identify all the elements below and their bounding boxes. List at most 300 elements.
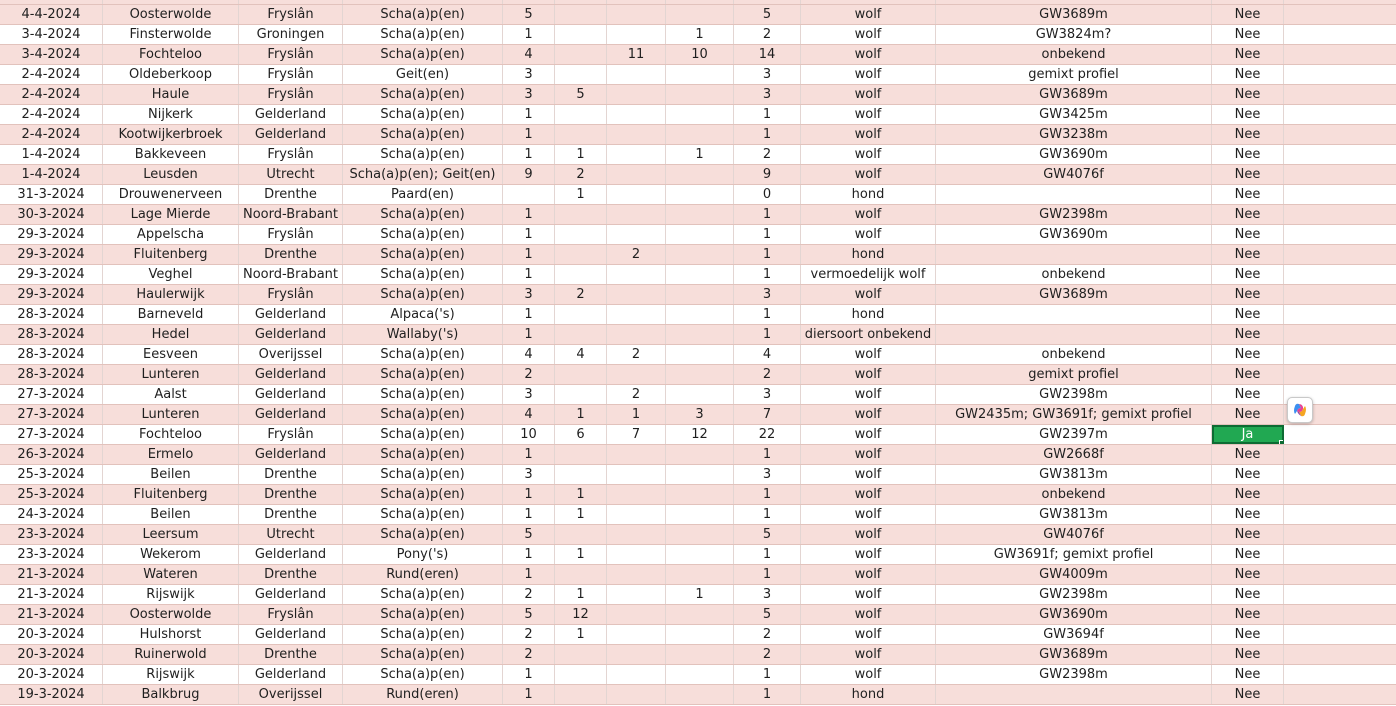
table-cell[interactable]: wolf (801, 525, 936, 544)
table-cell[interactable] (1284, 185, 1396, 204)
table-cell[interactable]: Leusden (103, 165, 239, 184)
table-cell[interactable]: Nijkerk (103, 105, 239, 124)
table-cell[interactable]: Rijswijk (103, 585, 239, 604)
table-cell[interactable] (1284, 665, 1396, 684)
table-cell[interactable]: Nee (1212, 85, 1284, 104)
table-cell[interactable]: 1 (734, 265, 801, 284)
table-cell[interactable]: 21-3-2024 (0, 565, 103, 584)
table-cell[interactable]: Fluitenberg (103, 245, 239, 264)
table-cell[interactable]: 9 (503, 165, 555, 184)
table-cell[interactable]: Fluitenberg (103, 485, 239, 504)
table-cell[interactable] (503, 185, 555, 204)
table-cell[interactable]: wolf (801, 65, 936, 84)
table-cell[interactable]: onbekend (936, 345, 1212, 364)
table-cell[interactable]: 3 (666, 405, 734, 424)
table-cell[interactable]: wolf (801, 125, 936, 144)
table-cell[interactable]: wolf (801, 665, 936, 684)
table-cell[interactable]: Gelderland (239, 665, 343, 684)
table-cell[interactable]: Drenthe (239, 245, 343, 264)
table-cell[interactable]: Nee (1212, 565, 1284, 584)
table-cell[interactable]: 1 (734, 225, 801, 244)
table-cell[interactable] (555, 65, 607, 84)
table-cell[interactable] (666, 525, 734, 544)
table-cell[interactable] (1284, 605, 1396, 624)
table-cell[interactable]: Nee (1212, 245, 1284, 264)
table-cell[interactable]: 1 (734, 105, 801, 124)
table-cell[interactable]: Scha(a)p(en) (343, 665, 503, 684)
table-cell[interactable]: Utrecht (239, 525, 343, 544)
table-row[interactable] (0, 585, 1396, 605)
table-cell[interactable] (1284, 285, 1396, 304)
table-cell[interactable]: Scha(a)p(en) (343, 285, 503, 304)
table-cell[interactable]: 3-4-2024 (0, 25, 103, 44)
table-cell[interactable] (1284, 225, 1396, 244)
table-cell[interactable] (666, 565, 734, 584)
table-cell[interactable]: 10 (666, 45, 734, 64)
table-cell[interactable]: Nee (1212, 65, 1284, 84)
table-cell[interactable]: 21-3-2024 (0, 585, 103, 604)
table-cell[interactable]: 3 (734, 465, 801, 484)
table-cell[interactable]: wolf (801, 205, 936, 224)
table-cell[interactable]: Kootwijkerbroek (103, 125, 239, 144)
table-cell[interactable]: Rijswijk (103, 665, 239, 684)
table-cell[interactable]: Scha(a)p(en) (343, 405, 503, 424)
table-cell[interactable] (666, 445, 734, 464)
table-row[interactable] (0, 665, 1396, 685)
table-cell[interactable] (666, 225, 734, 244)
table-cell[interactable]: wolf (801, 585, 936, 604)
table-cell[interactable]: 2 (734, 145, 801, 164)
table-cell[interactable] (666, 345, 734, 364)
table-cell[interactable]: Fryslân (239, 85, 343, 104)
table-cell[interactable] (607, 285, 666, 304)
table-cell[interactable] (666, 85, 734, 104)
table-cell[interactable]: 1 (503, 205, 555, 224)
table-cell[interactable]: Scha(a)p(en) (343, 365, 503, 384)
table-cell[interactable]: wolf (801, 485, 936, 504)
table-row[interactable] (0, 285, 1396, 305)
table-cell[interactable] (666, 105, 734, 124)
table-cell[interactable]: 20-3-2024 (0, 645, 103, 664)
table-cell[interactable] (666, 685, 734, 704)
table-row[interactable] (0, 425, 1396, 445)
table-cell[interactable]: Nee (1212, 445, 1284, 464)
table-cell[interactable] (555, 445, 607, 464)
table-cell[interactable] (555, 645, 607, 664)
table-cell[interactable]: Scha(a)p(en) (343, 205, 503, 224)
table-cell[interactable]: 11 (607, 45, 666, 64)
table-cell[interactable]: 5 (503, 605, 555, 624)
table-cell[interactable]: Gelderland (239, 585, 343, 604)
table-cell[interactable]: Drenthe (239, 505, 343, 524)
table-cell[interactable]: GW2397m (936, 425, 1212, 444)
table-cell[interactable]: 3 (734, 585, 801, 604)
table-cell[interactable]: 22 (734, 425, 801, 444)
table-cell[interactable]: GW3690m (936, 225, 1212, 244)
table-cell[interactable]: 2 (607, 345, 666, 364)
table-cell[interactable] (1284, 5, 1396, 24)
table-cell[interactable]: Scha(a)p(en) (343, 465, 503, 484)
table-cell[interactable]: GW4009m (936, 565, 1212, 584)
table-cell[interactable]: GW2668f (936, 445, 1212, 464)
table-cell[interactable]: Eesveen (103, 345, 239, 364)
table-cell[interactable]: 21-3-2024 (0, 605, 103, 624)
table-cell[interactable]: 1 (503, 105, 555, 124)
table-cell[interactable]: wolf (801, 385, 936, 404)
table-cell[interactable] (607, 225, 666, 244)
table-cell[interactable] (607, 305, 666, 324)
table-cell[interactable]: 3 (734, 85, 801, 104)
table-row[interactable] (0, 125, 1396, 145)
table-cell[interactable]: GW2398m (936, 205, 1212, 224)
table-cell[interactable] (666, 645, 734, 664)
table-cell[interactable]: Veghel (103, 265, 239, 284)
table-cell[interactable]: wolf (801, 605, 936, 624)
table-cell[interactable]: 4 (734, 345, 801, 364)
table-cell[interactable] (1284, 165, 1396, 184)
table-cell[interactable]: Utrecht (239, 165, 343, 184)
table-cell[interactable]: GW3689m (936, 645, 1212, 664)
table-cell[interactable]: 2 (503, 365, 555, 384)
table-cell[interactable]: Beilen (103, 505, 239, 524)
table-cell[interactable]: Scha(a)p(en) (343, 525, 503, 544)
table-cell[interactable]: onbekend (936, 485, 1212, 504)
table-cell[interactable]: diersoort onbekend (801, 325, 936, 344)
table-cell[interactable] (1284, 425, 1396, 444)
table-cell[interactable]: Scha(a)p(en) (343, 605, 503, 624)
table-cell[interactable] (607, 465, 666, 484)
table-cell[interactable] (1284, 505, 1396, 524)
table-cell[interactable]: Groningen (239, 25, 343, 44)
table-cell[interactable]: 27-3-2024 (0, 425, 103, 444)
table-cell[interactable]: Nee (1212, 665, 1284, 684)
table-cell[interactable]: wolf (801, 345, 936, 364)
table-cell[interactable]: 1 (503, 565, 555, 584)
table-cell[interactable]: 27-3-2024 (0, 405, 103, 424)
table-cell[interactable]: 5 (734, 605, 801, 624)
table-cell[interactable]: Scha(a)p(en) (343, 385, 503, 404)
table-cell[interactable] (555, 385, 607, 404)
table-cell[interactable]: wolf (801, 645, 936, 664)
table-cell[interactable] (666, 665, 734, 684)
table-cell[interactable]: 1 (734, 445, 801, 464)
table-cell[interactable]: Nee (1212, 105, 1284, 124)
table-cell[interactable]: GW3824m? (936, 25, 1212, 44)
table-row[interactable] (0, 165, 1396, 185)
table-cell[interactable]: Hulshorst (103, 625, 239, 644)
table-cell[interactable]: 0 (734, 185, 801, 204)
table-cell[interactable]: 1 (555, 185, 607, 204)
table-cell[interactable] (936, 305, 1212, 324)
table-cell[interactable] (555, 465, 607, 484)
table-cell[interactable] (555, 225, 607, 244)
table-cell[interactable]: Paard(en) (343, 185, 503, 204)
table-cell[interactable] (607, 565, 666, 584)
table-cell[interactable]: Nee (1212, 345, 1284, 364)
table-cell[interactable]: Gelderland (239, 105, 343, 124)
table-cell[interactable]: 4 (503, 405, 555, 424)
table-cell[interactable] (666, 325, 734, 344)
table-cell[interactable] (607, 485, 666, 504)
table-cell[interactable]: Scha(a)p(en) (343, 145, 503, 164)
table-cell[interactable]: 1 (555, 145, 607, 164)
table-cell[interactable]: 29-3-2024 (0, 265, 103, 284)
table-cell[interactable]: 1 (503, 245, 555, 264)
table-cell[interactable]: 20-3-2024 (0, 665, 103, 684)
table-cell[interactable]: 2 (607, 245, 666, 264)
table-cell[interactable]: 1 (734, 505, 801, 524)
table-cell[interactable]: Fryslân (239, 65, 343, 84)
table-cell[interactable]: Nee (1212, 545, 1284, 564)
table-cell[interactable]: Nee (1212, 305, 1284, 324)
table-row[interactable] (0, 625, 1396, 645)
table-cell[interactable] (1284, 685, 1396, 704)
table-cell[interactable]: GW3689m (936, 85, 1212, 104)
table-cell[interactable]: 1 (503, 25, 555, 44)
table-cell[interactable] (1284, 25, 1396, 44)
table-cell[interactable] (607, 265, 666, 284)
table-cell[interactable] (1284, 445, 1396, 464)
table-cell[interactable]: Lunteren (103, 405, 239, 424)
table-cell[interactable]: 3 (734, 285, 801, 304)
table-cell[interactable]: Gelderland (239, 305, 343, 324)
table-cell[interactable]: 1 (734, 125, 801, 144)
table-cell[interactable] (607, 545, 666, 564)
table-row[interactable] (0, 225, 1396, 245)
table-cell[interactable]: 1 (734, 325, 801, 344)
table-cell[interactable]: wolf (801, 565, 936, 584)
table-cell[interactable]: 5 (555, 85, 607, 104)
table-cell[interactable]: Rund(eren) (343, 565, 503, 584)
table-cell[interactable] (555, 105, 607, 124)
table-cell[interactable]: wolf (801, 105, 936, 124)
table-cell[interactable]: 3 (503, 65, 555, 84)
table-row[interactable] (0, 345, 1396, 365)
table-cell[interactable]: Nee (1212, 625, 1284, 644)
table-cell[interactable]: Gelderland (239, 405, 343, 424)
table-cell[interactable] (666, 245, 734, 264)
table-cell[interactable] (666, 185, 734, 204)
table-cell[interactable]: 3 (503, 85, 555, 104)
table-cell[interactable]: 1 (503, 545, 555, 564)
table-cell[interactable]: Noord-Brabant (239, 205, 343, 224)
table-cell[interactable]: Wallaby('s) (343, 325, 503, 344)
table-cell[interactable]: Wekerom (103, 545, 239, 564)
table-cell[interactable]: Nee (1212, 25, 1284, 44)
table-cell[interactable]: 12 (555, 605, 607, 624)
table-cell[interactable] (607, 145, 666, 164)
table-cell[interactable]: 1 (734, 245, 801, 264)
table-cell[interactable]: Geit(en) (343, 65, 503, 84)
table-cell[interactable]: Nee (1212, 205, 1284, 224)
table-cell[interactable]: wolf (801, 285, 936, 304)
table-cell[interactable]: Scha(a)p(en) (343, 125, 503, 144)
table-cell[interactable]: Scha(a)p(en) (343, 265, 503, 284)
table-cell[interactable] (555, 365, 607, 384)
table-cell[interactable] (1284, 525, 1396, 544)
table-cell[interactable]: 1 (503, 125, 555, 144)
table-cell[interactable]: Nee (1212, 465, 1284, 484)
table-cell[interactable]: Scha(a)p(en); Geit(en) (343, 165, 503, 184)
table-cell[interactable] (607, 665, 666, 684)
table-cell[interactable] (607, 445, 666, 464)
table-row[interactable] (0, 545, 1396, 565)
table-cell[interactable]: GW3689m (936, 285, 1212, 304)
table-cell[interactable]: 20-3-2024 (0, 625, 103, 644)
table-cell[interactable] (1284, 645, 1396, 664)
table-cell[interactable] (607, 65, 666, 84)
table-cell[interactable]: 27-3-2024 (0, 385, 103, 404)
table-cell[interactable]: Fryslân (239, 285, 343, 304)
table-cell[interactable]: Fochteloo (103, 45, 239, 64)
table-cell[interactable] (936, 685, 1212, 704)
table-cell[interactable]: 23-3-2024 (0, 525, 103, 544)
table-cell[interactable]: Overijssel (239, 685, 343, 704)
table-cell[interactable] (1284, 625, 1396, 644)
table-cell[interactable]: 28-3-2024 (0, 365, 103, 384)
table-cell[interactable]: 1 (503, 485, 555, 504)
table-row[interactable] (0, 25, 1396, 45)
table-cell[interactable] (1284, 45, 1396, 64)
table-cell[interactable]: Scha(a)p(en) (343, 505, 503, 524)
table-cell[interactable]: 2 (734, 625, 801, 644)
table-cell[interactable]: Scha(a)p(en) (343, 45, 503, 64)
table-cell[interactable] (1284, 145, 1396, 164)
table-cell[interactable]: Scha(a)p(en) (343, 445, 503, 464)
table-cell[interactable]: vermoedelijk wolf (801, 265, 936, 284)
table-cell[interactable] (1284, 325, 1396, 344)
table-cell[interactable]: 3 (503, 385, 555, 404)
table-cell[interactable]: Nee (1212, 145, 1284, 164)
table-cell[interactable]: Nee (1212, 645, 1284, 664)
table-cell[interactable] (555, 565, 607, 584)
table-cell[interactable]: Nee (1212, 605, 1284, 624)
table-cell[interactable]: Nee (1212, 485, 1284, 504)
table-cell[interactable]: Hedel (103, 325, 239, 344)
table-cell[interactable]: Drenthe (239, 185, 343, 204)
table-cell[interactable]: GW4076f (936, 525, 1212, 544)
table-cell[interactable]: onbekend (936, 45, 1212, 64)
table-cell[interactable] (666, 305, 734, 324)
table-cell[interactable]: Scha(a)p(en) (343, 25, 503, 44)
table-cell[interactable] (555, 205, 607, 224)
table-row[interactable] (0, 525, 1396, 545)
table-cell[interactable]: GW4076f (936, 165, 1212, 184)
table-row[interactable] (0, 385, 1396, 405)
table-cell[interactable]: 2 (503, 645, 555, 664)
table-cell[interactable]: 1 (503, 265, 555, 284)
table-cell[interactable]: 5 (734, 525, 801, 544)
table-cell[interactable] (1284, 265, 1396, 284)
table-cell[interactable]: GW2398m (936, 585, 1212, 604)
table-cell[interactable] (607, 365, 666, 384)
table-cell[interactable]: Scha(a)p(en) (343, 345, 503, 364)
table-cell[interactable]: 2-4-2024 (0, 65, 103, 84)
selected-cell[interactable]: Ja (1212, 425, 1284, 444)
table-cell[interactable]: 28-3-2024 (0, 305, 103, 324)
table-cell[interactable]: 4-4-2024 (0, 5, 103, 24)
table-cell[interactable]: Lunteren (103, 365, 239, 384)
table-cell[interactable]: Gelderland (239, 625, 343, 644)
table-cell[interactable]: Nee (1212, 225, 1284, 244)
table-cell[interactable] (555, 265, 607, 284)
table-cell[interactable] (666, 385, 734, 404)
table-cell[interactable]: Nee (1212, 405, 1284, 424)
table-cell[interactable]: 29-3-2024 (0, 225, 103, 244)
table-cell[interactable] (1284, 125, 1396, 144)
table-cell[interactable] (607, 85, 666, 104)
table-cell[interactable] (666, 505, 734, 524)
table-cell[interactable]: 1 (666, 585, 734, 604)
table-cell[interactable] (666, 545, 734, 564)
table-cell[interactable]: 1 (503, 325, 555, 344)
table-cell[interactable]: hond (801, 245, 936, 264)
table-cell[interactable]: Nee (1212, 285, 1284, 304)
table-cell[interactable]: 2 (503, 625, 555, 644)
table-cell[interactable] (607, 105, 666, 124)
table-cell[interactable] (666, 285, 734, 304)
table-cell[interactable] (555, 685, 607, 704)
table-cell[interactable] (607, 185, 666, 204)
table-cell[interactable]: Beilen (103, 465, 239, 484)
table-cell[interactable]: 1 (734, 665, 801, 684)
table-cell[interactable]: Appelscha (103, 225, 239, 244)
table-cell[interactable]: wolf (801, 465, 936, 484)
table-cell[interactable] (666, 205, 734, 224)
table-row[interactable] (0, 465, 1396, 485)
table-cell[interactable]: 25-3-2024 (0, 485, 103, 504)
table-row[interactable] (0, 5, 1396, 25)
table-row[interactable] (0, 65, 1396, 85)
table-cell[interactable]: Nee (1212, 385, 1284, 404)
table-cell[interactable]: wolf (801, 625, 936, 644)
table-cell[interactable] (607, 605, 666, 624)
table-cell[interactable]: Fochteloo (103, 425, 239, 444)
table-cell[interactable]: Nee (1212, 5, 1284, 24)
table-cell[interactable] (666, 265, 734, 284)
table-cell[interactable] (936, 325, 1212, 344)
table-cell[interactable]: 7 (607, 425, 666, 444)
table-cell[interactable] (1284, 545, 1396, 564)
table-cell[interactable]: hond (801, 185, 936, 204)
table-cell[interactable]: Alpaca('s) (343, 305, 503, 324)
table-cell[interactable] (607, 205, 666, 224)
table-cell[interactable]: Ermelo (103, 445, 239, 464)
table-cell[interactable]: Balkbrug (103, 685, 239, 704)
table-cell[interactable] (666, 605, 734, 624)
table-cell[interactable] (1284, 105, 1396, 124)
table-cell[interactable]: gemixt profiel (936, 65, 1212, 84)
table-cell[interactable]: Scha(a)p(en) (343, 485, 503, 504)
table-cell[interactable]: wolf (801, 425, 936, 444)
table-cell[interactable]: 1 (503, 445, 555, 464)
table-cell[interactable]: Nee (1212, 525, 1284, 544)
table-row[interactable] (0, 45, 1396, 65)
table-cell[interactable]: 1-4-2024 (0, 165, 103, 184)
table-cell[interactable] (607, 625, 666, 644)
table-cell[interactable]: 5 (503, 5, 555, 24)
table-cell[interactable]: 4 (503, 345, 555, 364)
table-cell[interactable]: GW3690m (936, 145, 1212, 164)
table-cell[interactable]: Fryslân (239, 605, 343, 624)
table-cell[interactable] (555, 125, 607, 144)
table-cell[interactable]: Gelderland (239, 125, 343, 144)
table-cell[interactable]: Gelderland (239, 385, 343, 404)
table-cell[interactable] (1284, 245, 1396, 264)
table-row[interactable] (0, 145, 1396, 165)
table-cell[interactable] (666, 5, 734, 24)
table-row[interactable] (0, 485, 1396, 505)
